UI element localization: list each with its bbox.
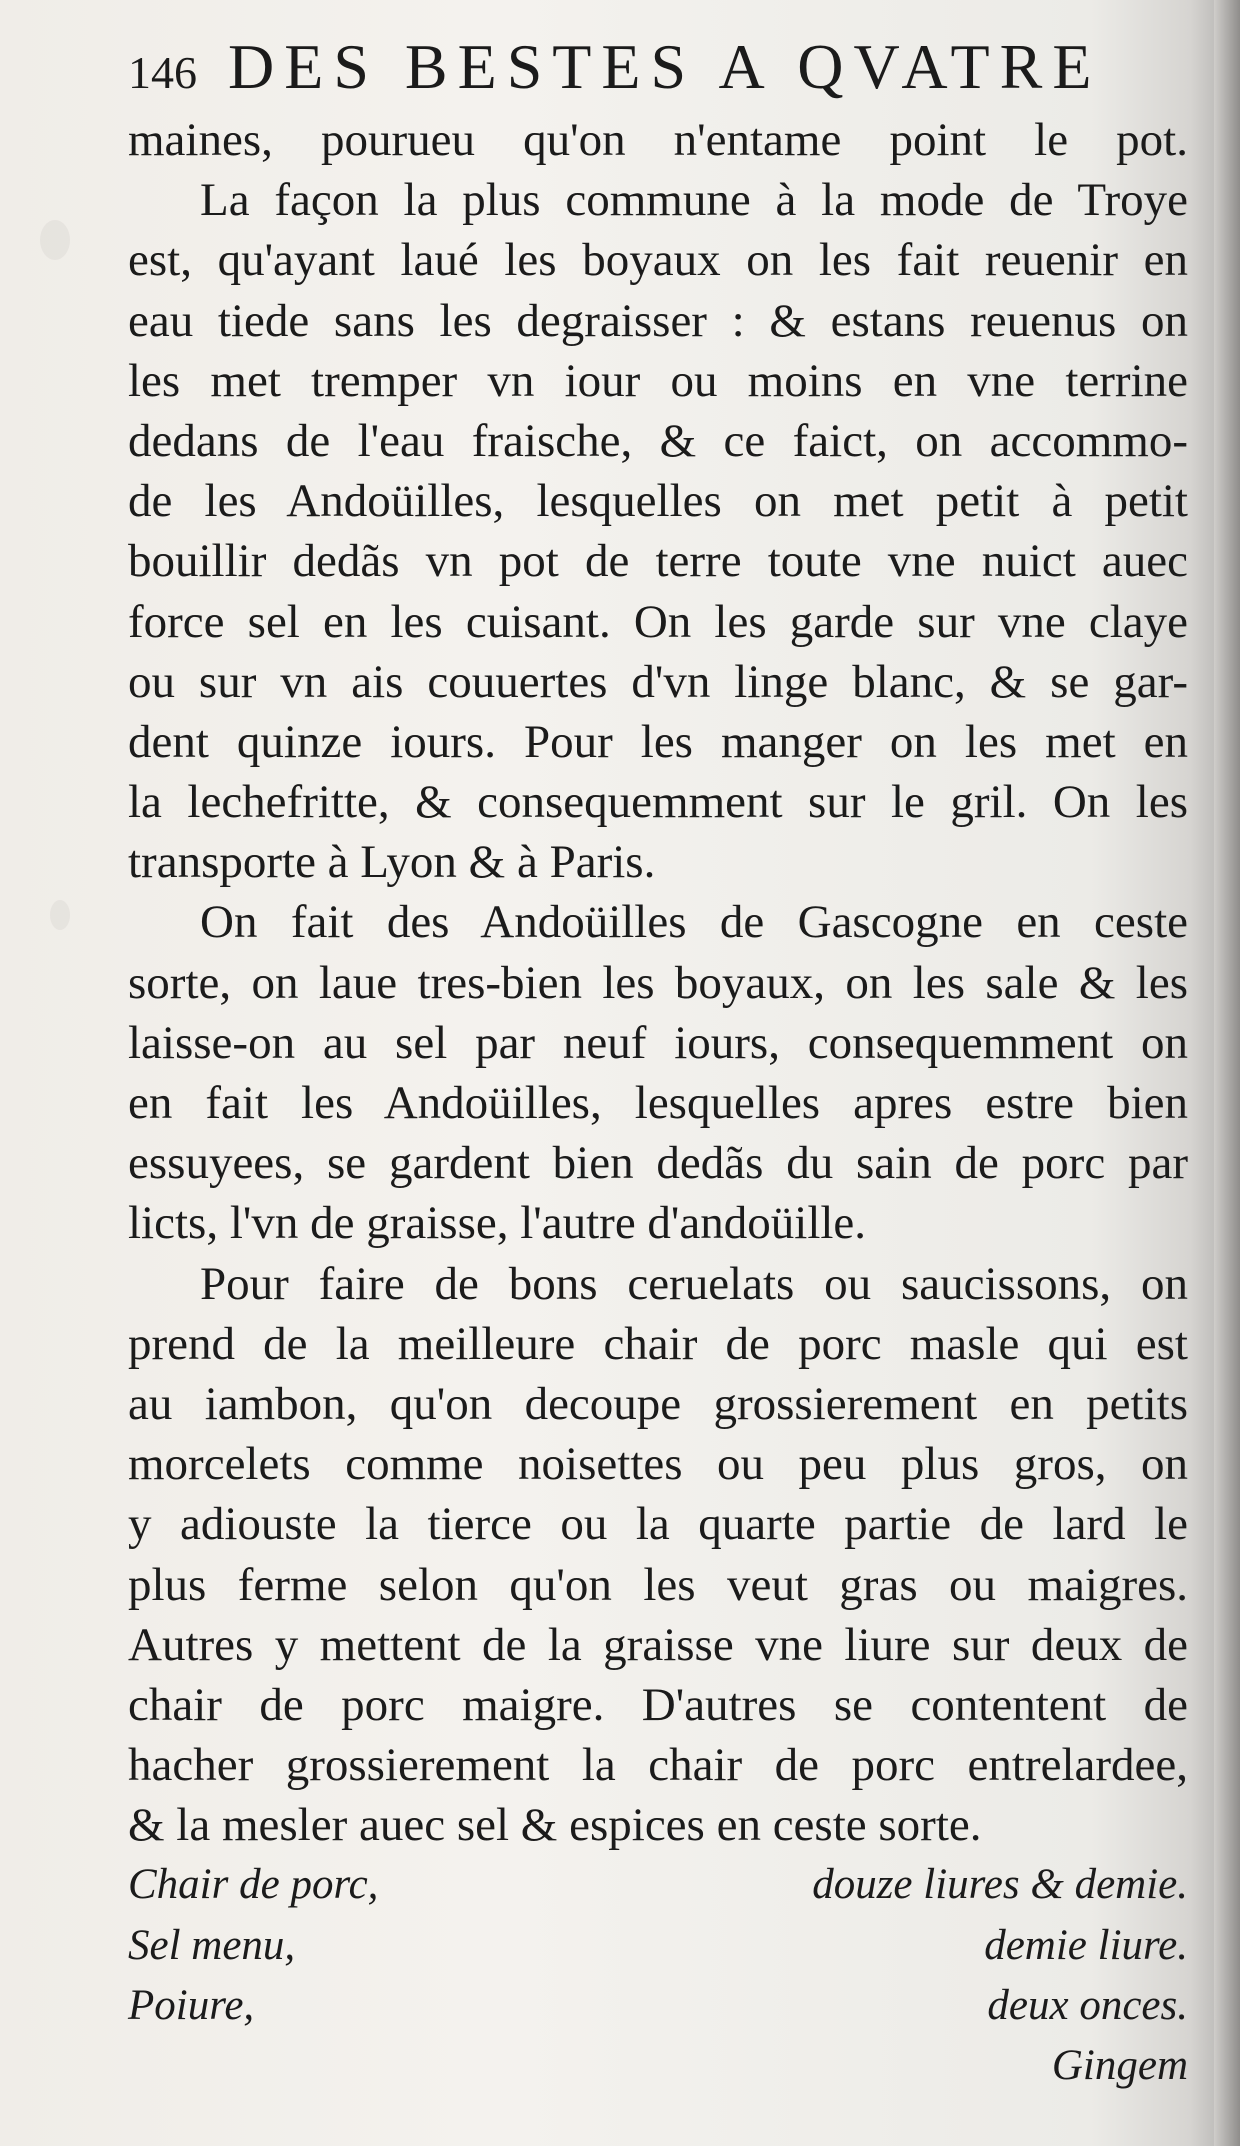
text-line: essuyees, se gardent bien dedãs du sain de porc par: [128, 1137, 1188, 1190]
recipe-ingredient: Poiure,: [128, 1981, 255, 2029]
recipe-row: [128, 1855, 1188, 1915]
text-line: au iambon, qu'on decoupe grossierement en petits: [128, 1377, 1188, 1430]
text-line: hacher grossierement la chair de porc entrelardee,: [128, 1739, 1188, 1792]
text-line: plus ferme selon qu'on les veut gras ou maigres.: [128, 1558, 1188, 1611]
recipe-ingredient: Sel menu,: [128, 1921, 296, 1969]
recipe-list: [128, 1855, 1188, 2036]
text-line: La façon la plus commune à la mode de Troye: [200, 174, 1188, 227]
recipe-quantity: demie liure.: [984, 1921, 1188, 1969]
text-line: eau tiede sans les degraisser : & estans reuenus on: [128, 294, 1188, 347]
text-line: bouillir dedãs vn pot de terre toute vne nuict auec: [128, 535, 1188, 588]
catchword: Gingem: [1051, 2042, 1188, 2089]
text-line: transporte à Lyon & à Paris.: [128, 836, 656, 889]
recipe-quantity: douze liures & demie.: [812, 1861, 1188, 1909]
recipe-quantity: deux onces.: [987, 1981, 1188, 2029]
text-line: Pour faire de bons ceruelats ou saucissons, on: [200, 1257, 1188, 1310]
text-line: prend de la meilleure chair de porc masle qui est: [128, 1317, 1188, 1370]
page-gutter-shadow: [1214, 0, 1240, 2146]
body-text: [128, 110, 1188, 1855]
text-line: la lechefritte, & consequemment sur le gril. On les: [128, 776, 1188, 829]
text-line: & la mesler auec sel & espices en ceste sorte.: [128, 1799, 982, 1852]
paper-stain: [40, 220, 70, 260]
text-line: est, qu'ayant laué les boyaux on les fait reuenir en: [128, 234, 1188, 287]
page-number: 146: [128, 47, 197, 98]
running-title: DES BESTES A QVATRE: [228, 31, 1102, 102]
text-line: maines, pourueu qu'on n'entame point le pot.: [128, 114, 1188, 166]
text-line: morcelets comme noisettes ou peu plus gros, on: [128, 1438, 1188, 1491]
text-line: en fait les Andoüilles, lesquelles apres estre bien: [128, 1077, 1188, 1129]
text-line: chair de porc maigre. D'autres se contentent de: [128, 1678, 1188, 1731]
text-line: de les Andoüilles, lesquelles on met petit à petit: [128, 475, 1188, 528]
recipe-row: [128, 1976, 1188, 2036]
text-line: ou sur vn ais couuertes d'vn linge blanc, & se gar-: [128, 655, 1188, 708]
text-line: laisse-on au sel par neuf iours, consequemment on: [128, 1016, 1188, 1069]
text-block: [128, 30, 1188, 2096]
recipe-row: [128, 1916, 1188, 1976]
text-line: dent quinze iours. Pour les manger on les met en: [128, 715, 1188, 768]
recipe-ingredient: Chair de porc,: [128, 1861, 379, 1909]
text-line: dedans de l'eau fraische, & ce faict, on accommo-: [128, 414, 1188, 467]
page-header: [128, 30, 1188, 110]
text-line: les met tremper vn iour ou moins en vne terrine: [128, 354, 1188, 407]
paper-stain: [50, 900, 70, 930]
text-line: sorte, on laue tres-bien les boyaux, on les sale & les: [128, 956, 1188, 1009]
text-line: Autres y mettent de la graisse vne liure sur deux de: [128, 1618, 1188, 1671]
text-line: y adiouste la tierce ou la quarte partie de lard le: [128, 1498, 1188, 1551]
text-line: force sel en les cuisant. On les garde sur vne claye: [128, 595, 1188, 648]
text-line: licts, l'vn de graisse, l'autre d'andoüille.: [128, 1197, 867, 1250]
text-line: On fait des Andoüilles de Gascogne en ceste: [200, 896, 1188, 949]
